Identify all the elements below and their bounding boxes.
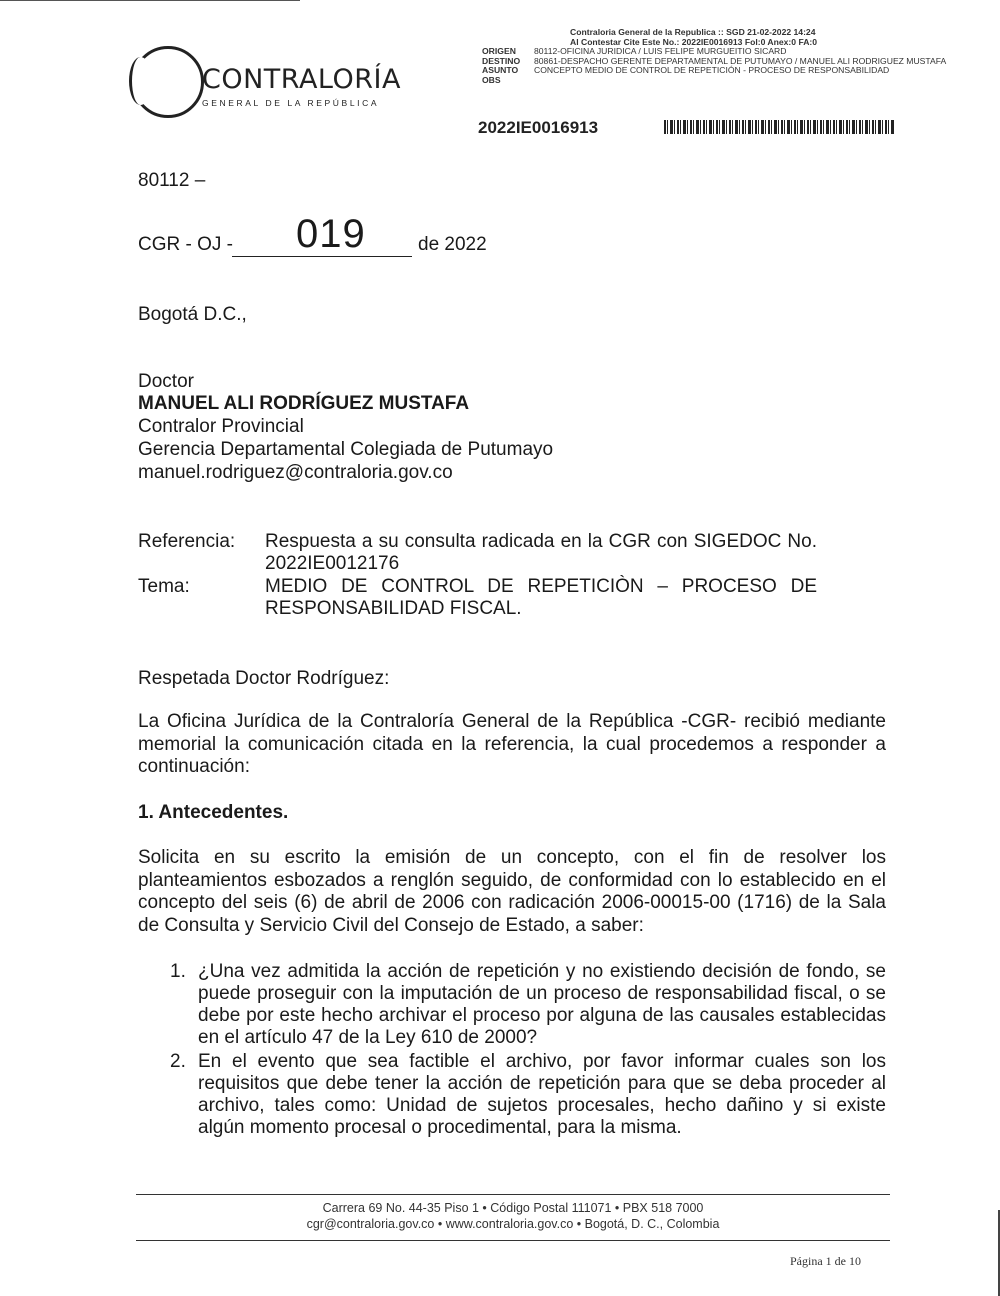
- city: Bogotá D.C.,: [138, 304, 247, 325]
- logo-emblem-icon: [132, 46, 204, 118]
- list-item-number: 2.: [170, 1051, 186, 1072]
- stamp-value: [534, 76, 972, 86]
- cgr-number: 019: [296, 212, 366, 256]
- greeting: Respetada Doctor Rodríguez:: [138, 668, 390, 689]
- stamp-number: 2022IE0016913: [478, 118, 599, 137]
- reference-label: Referencia:: [138, 531, 236, 552]
- stamp-value: 80112-OFICINA JURIDICA / LUIS FELIPE MURGUEITIO SICARD: [534, 46, 787, 57]
- intro-paragraph: La Oficina Jurídica de la Contraloría General de la República -CGR- recibió mediante memorial la comunicación citada en la referencia, la cual procedemos a responder a continuación:: [138, 711, 886, 777]
- stamp-line-2: Al Contestar Cite Este No.: 2022IE0016913 Fol:0 Anex:0 FA:0: [570, 36, 818, 47]
- footer-address: Carrera 69 No. 44-35 Piso 1 • Código Postal 111071 • PBX 518 7000: [322, 1201, 704, 1215]
- cgr-prefix: CGR - OJ -: [138, 234, 233, 255]
- reference-value: Respuesta a su consulta radicada en la CGR con SIGEDOC No. 2022IE0012176: [265, 531, 817, 574]
- topic-label: Tema:: [138, 576, 190, 597]
- list-item: [170, 1051, 886, 1139]
- list-item-number: 1.: [170, 961, 186, 982]
- recipient-role: Contralor Provincial: [138, 416, 304, 437]
- recipient-name: MANUEL ALI RODRÍGUEZ MUSTAFA: [138, 393, 470, 414]
- stamp-row-obs: [482, 76, 972, 86]
- document-code: 80112 –: [138, 170, 206, 191]
- contraloria-logo: [132, 46, 401, 116]
- section-heading: 1. Antecedentes.: [138, 802, 289, 823]
- stamp-key: ASUNTO: [482, 65, 519, 76]
- list-item-text: ¿Una vez admitida la acción de repetición y no existiendo decisión de fondo, se puede proseguir con la imputación de un proceso de responsabilidad fiscal, o se debe por este hecho archivar el proceso por alguna de las causales establecidas en el artículo 47 de la Ley 610 de 2000?: [198, 961, 886, 1048]
- barcode-icon: [664, 120, 894, 134]
- footer-contact: cgr@contraloria.gov.co • www.contraloria.gov.co • Bogotá, D. C., Colombia: [306, 1217, 720, 1231]
- stamp-line-1: Contraloria General de la Republica :: SGD 21-02-2022 14:24: [570, 27, 816, 37]
- stamp-key: DESTINO: [482, 55, 521, 66]
- recipient-office: Gerencia Departamental Colegiada de Putumayo: [138, 439, 554, 460]
- stamp-key: OBS: [482, 74, 501, 85]
- cgr-number-underline: [232, 256, 412, 257]
- list-item-text: En el evento que sea factible el archivo, por favor informar cuales son los requisitos que debe tener la acción de repetición para que se deba proceder al archivo, tales como: Unidad de sujetos procesales, hecho dañino y si existe algún momento procesal o procedimental, para la misma.: [198, 1051, 886, 1138]
- top-rule: [0, 0, 300, 1]
- topic-value: MEDIO DE CONTROL DE REPETICIÒN – PROCESO DE RESPONSABILIDAD FISCAL.: [265, 576, 817, 619]
- stamp-row-asunto: [482, 66, 972, 76]
- footer-rule-top: [136, 1194, 890, 1195]
- stamp-value: 80861-DESPACHO GERENTE DEPARTAMENTAL DE PUTUMAYO / MANUEL ALI RODRIGUEZ MUSTAFA: [534, 55, 947, 66]
- page-number: Página 1 de 10: [790, 1254, 861, 1268]
- stamp-key: ORIGEN: [482, 46, 516, 57]
- footer-rule-bottom: [136, 1240, 890, 1241]
- recipient-email: manuel.rodriguez@contraloria.gov.co: [138, 462, 453, 483]
- section-paragraph: Solicita en su escrito la emisión de un concepto, con el fin de resolver los planteamientos esbozados a renglón seguido, de conformidad con lo establecido en el concepto del seis (6) de abril de 2006 con radicación 2006-00015-00 (1716) de la Sala de Consulta y Servicio Civil del Consejo de Estado, a saber:: [138, 847, 886, 936]
- logo-name: CONTRALORÍA: [202, 64, 401, 95]
- question-list: [170, 961, 886, 1141]
- stamp-value: CONCEPTO MEDIO DE CONTROL DE REPETICIÓN - PROCESO DE RESPONSABILIDAD: [534, 65, 890, 76]
- list-item: [170, 961, 886, 1049]
- cgr-year: de 2022: [418, 234, 487, 255]
- recipient-salutation: Doctor: [138, 371, 194, 392]
- logo-subtitle: GENERAL DE LA REPÚBLICA: [202, 98, 380, 108]
